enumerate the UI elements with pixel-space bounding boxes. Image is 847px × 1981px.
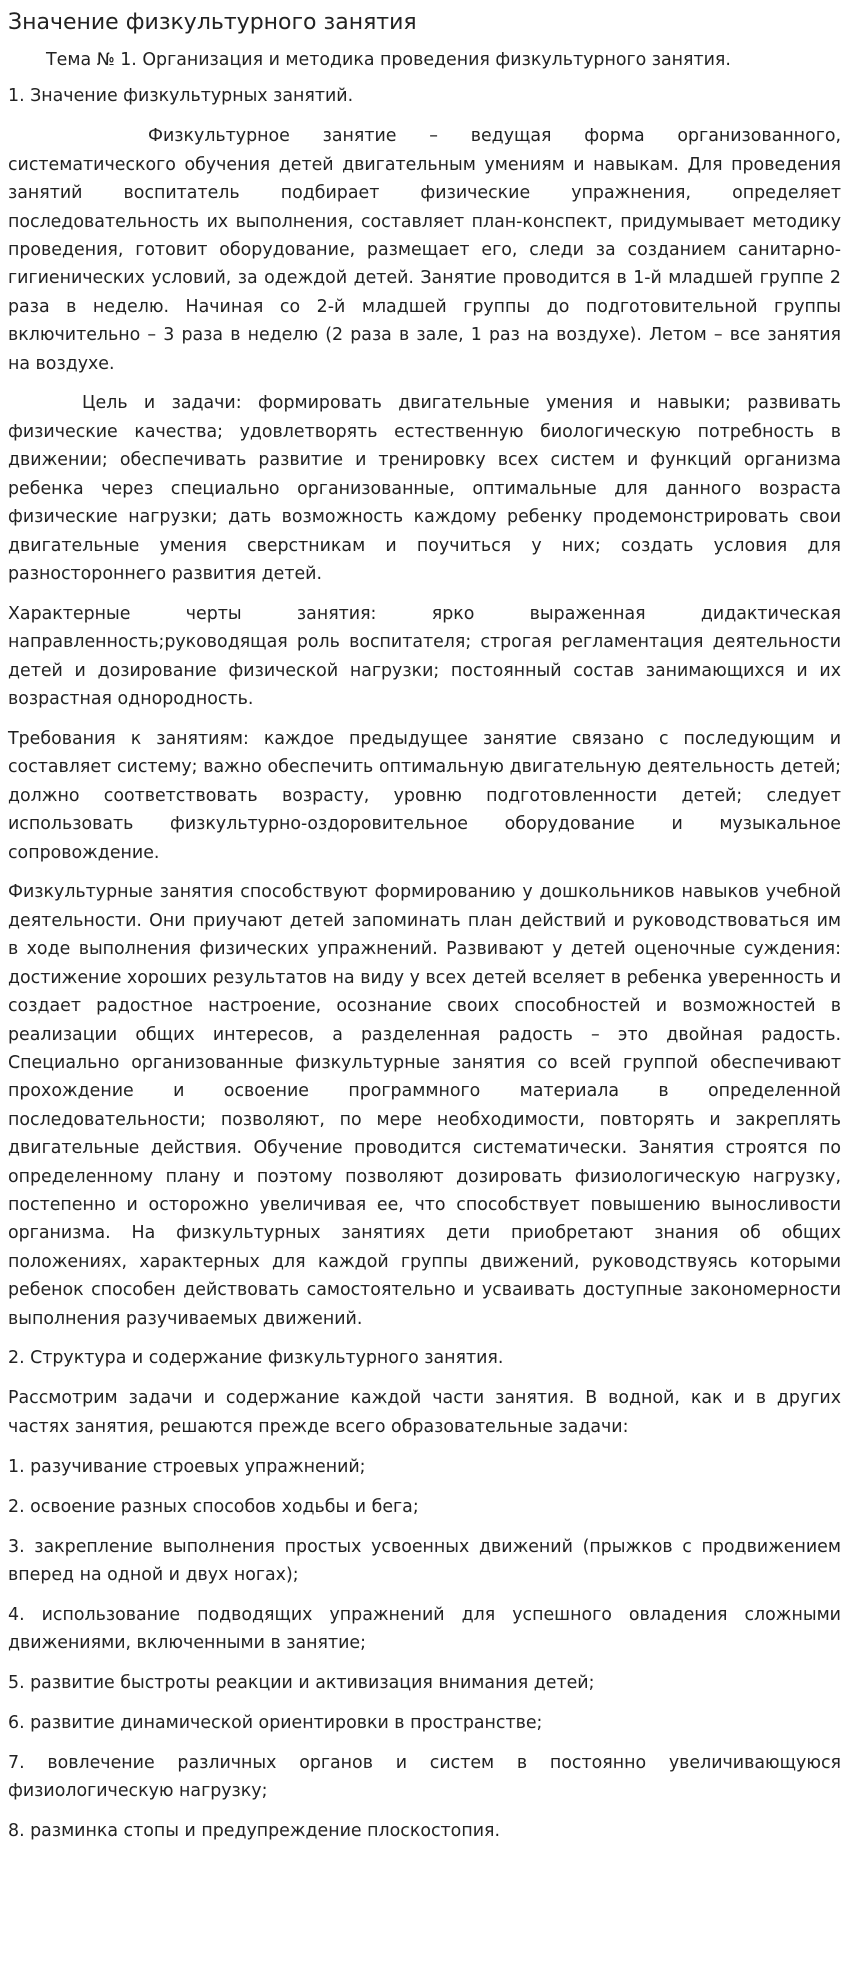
- list-item: 6. развитие динамической ориентировки в пространстве;: [8, 1713, 543, 1734]
- paragraph-features: Характерные черты занятия: ярко выраженная дидактическая направленность;руководящая роль воспитателя; строгая регламентация деятельности детей и дозирование физической нагрузки; постоянный состав занимающихся и их возрастная однородность.: [8, 603, 841, 710]
- list-item: 2. освоение разных способов ходьбы и бега;: [8, 1496, 419, 1517]
- paragraph-goals: Цель и задачи: формировать двигательные умения и навыки; развивать физические качества; удовлетворять естественную биологическую потребность в движении; обеспечивать развитие и тренировку всех систем и функций организма ребенка через специально организованные, оптимальные для данного возраста физические нагрузки; дать возможность каждому ребенку продемонстрировать свои двигательные умения сверстникам и поучиться у них; создать условия для разностороннего развития детей.: [8, 393, 841, 584]
- list-item: 4. использование подводящих упражнений для успешного овладения сложными движениями, включенными в занятие;: [8, 1604, 841, 1654]
- section-1-heading: 1. Значение физкультурных занятий.: [8, 86, 354, 107]
- list-item: 5. развитие быстроты реакции и активизация внимания детей;: [8, 1673, 595, 1694]
- paragraph-significance: Физкультурное занятие – ведущая форма организованного, систематического обучения детей двигательным умениям и навыкам. Для проведения занятий воспитатель подбирает физические упражнения, определяет последовательность их выполнения, составляет план-конспект, придумывает методику проведения, готовит оборудование, размещает его, следи за созданием санитарно-гигиенических условий, за одеждой детей. Занятие проводится в 1-й младшей группе 2 раза в неделю. Начиная со 2-й младшей группы до подготовительной группы включительно – 3 раза в неделю (2 раза в зале, 1 раз на воздухе). Летом – все занятия на воздухе.: [8, 126, 841, 374]
- list-item: 8. разминка стопы и предупреждение плоскостопия.: [8, 1821, 500, 1842]
- list-item: 7. вовлечение различных органов и систем в постоянно увеличивающуюся физиологическую нагрузку;: [8, 1752, 841, 1802]
- topic-line: Тема № 1. Организация и методика проведения физкультурного занятия.: [46, 50, 731, 70]
- paragraph-requirements: Требования к занятиям: каждое предыдущее занятие связано с последующим и составляет систему; важно обеспечить оптимальную двигательную деятельность детей; должно соответствовать возрасту, уровню подготовленности детей; следует использовать физкультурно-оздоровительное оборудование и музыкальное сопровождение.: [8, 728, 841, 863]
- paragraph-benefits: Физкультурные занятия способствуют формированию у дошкольников навыков учебной деятельности. Они приучают детей запоминать план действий и руководствоваться им в ходе выполнения физических упражнений. Развивают у детей оценочные суждения: достижение хороших результатов на виду у всех детей вселяет в ребенка уверенность и создает радостное настроение, осознание своих способностей и возможностей в реализации общих интересов, а разделенная радость – это двойная радость. Специально организованные физкультурные занятия со всей группой обеспечивают прохождение и освоение программного материала в определенной последовательности; позволяют, по мере необходимости, повторять и закреплять двигательные действия. Обучение проводится систематически. Занятия строятся по определенному плану и поэтому позволяют дозировать физиологическую нагрузку, постепенно и осторожно увеличивая ее, что способствует повышению выносливости организма. На физкультурных занятиях дети приобретают знания об общих положениях, характерных для каждой группы движений, руководствуясь которыми ребенок способен действовать самостоятельно и усваивать доступные закономерности выполнения разучиваемых движений.: [8, 882, 841, 1329]
- section-2-intro: Рассмотрим задачи и содержание каждой части занятия. В водной, как и в других частях занятия, решаются прежде всего образовательные задачи:: [8, 1388, 841, 1437]
- document-title: Значение физкультурного занятия: [8, 10, 417, 35]
- list-item: 1. разучивание строевых упражнений;: [8, 1456, 366, 1477]
- section-2-heading: 2. Структура и содержание физкультурного занятия.: [8, 1348, 504, 1369]
- list-item: 3. закрепление выполнения простых усвоенных движений (прыжков с продвижением вперед на одной и двух ногах);: [8, 1536, 841, 1585]
